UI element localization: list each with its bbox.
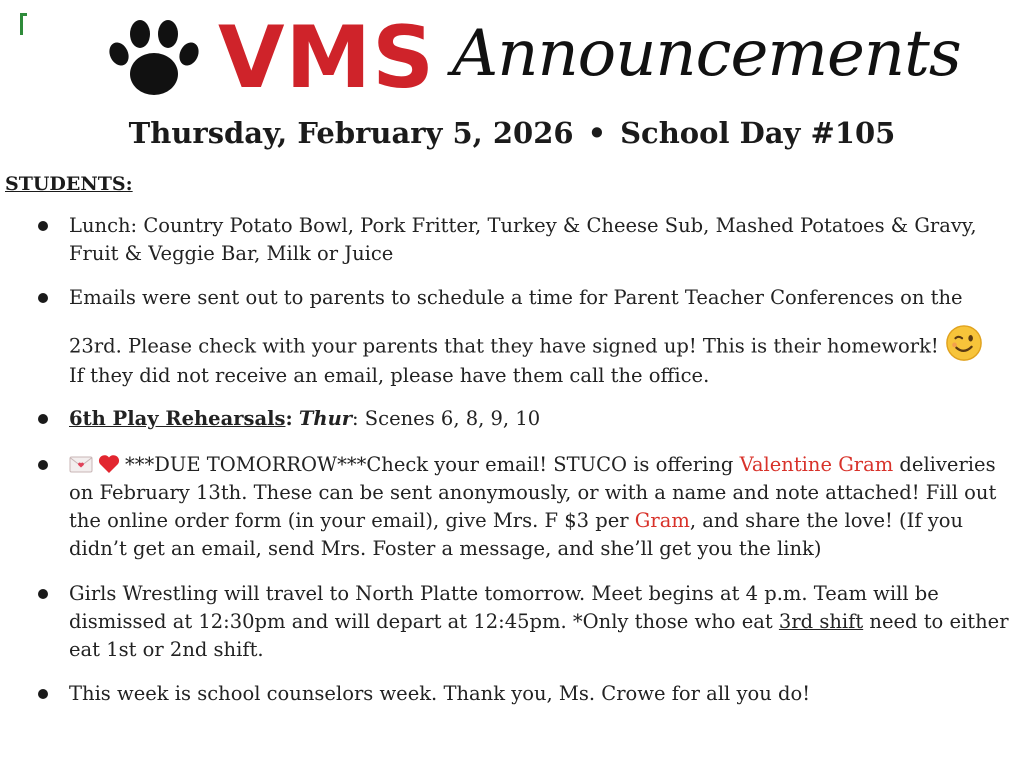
bullet: [38, 689, 48, 699]
emails-line-3: If they did not receive an email, please have them call the office.: [69, 364, 710, 387]
emails-line-1: Emails were sent out to parents to schedule a time for Parent Teacher Conferences on the: [69, 286, 963, 309]
play-rehearsals-scenes: : Scenes 6, 8, 9, 10: [352, 407, 541, 430]
gram-highlight: Gram: [634, 509, 690, 532]
heart-icon: [97, 453, 121, 475]
wink-emoji-icon: [945, 324, 983, 362]
emails-line-2: 23rd. Please check with your parents that they have signed up! This is their homework!: [69, 334, 939, 358]
paw-print-icon: [104, 14, 204, 100]
date-line: [0, 116, 1024, 150]
counselors-text: This week is school counselors week. Thank you, Ms. Crowe for all you do!: [69, 682, 811, 705]
announcements-title: Announcements: [452, 17, 961, 91]
bullet: [38, 589, 48, 599]
play-rehearsals-colon: :: [285, 407, 293, 430]
love-letter-icon: [69, 453, 93, 475]
play-rehearsals-day: Thur: [298, 407, 353, 430]
date-text: Thursday, February 5, 2026: [128, 116, 574, 150]
date-separator: •: [587, 116, 607, 150]
valentine-text-1: ***DUE TOMORROW***Check your email! STUCO is offering: [125, 453, 740, 476]
wrestling-text-2: need to either eat 1st or 2nd shift.: [69, 610, 1009, 661]
bullet: [38, 293, 48, 303]
lunch-text: Lunch: Country Potato Bowl, Pork Fritter, Turkey & Cheese Sub, Mashed Potatoes & Gravy, Fruit & Veggie Bar, Milk or Juice: [69, 214, 977, 265]
play-rehearsals-label: 6th Play Rehearsals: [69, 407, 286, 430]
bullet: [38, 221, 48, 231]
valentine-text-2: deliveries on February 13th. These can be sent anonymously, or with a name and note attached! Fill out the online order form (in your email), give Mrs. F $3 per: [69, 453, 997, 532]
bullet: [38, 414, 48, 424]
students-heading: STUDENTS:: [5, 173, 133, 195]
announcements-header: [0, 8, 1024, 108]
wrestling-text-1: Girls Wrestling will travel to North Platte tomorrow. Meet begins at 4 p.m. Team will be dismissed at 12:30pm and will depart at 12:45pm. *Only those who eat: [69, 582, 939, 633]
vms-logo-text: VMS: [218, 8, 436, 108]
school-day-text: School Day #105: [620, 116, 896, 150]
valentine-gram-highlight: Valentine Gram: [739, 453, 894, 476]
bullet: [38, 460, 48, 470]
valentine-text-3: , and share the love! (If you didn’t get an email, send Mrs. Foster a message, and she’ll get you the link): [69, 509, 964, 560]
vms-logo: [218, 8, 436, 108]
third-shift-underlined: 3rd shift: [778, 610, 864, 633]
